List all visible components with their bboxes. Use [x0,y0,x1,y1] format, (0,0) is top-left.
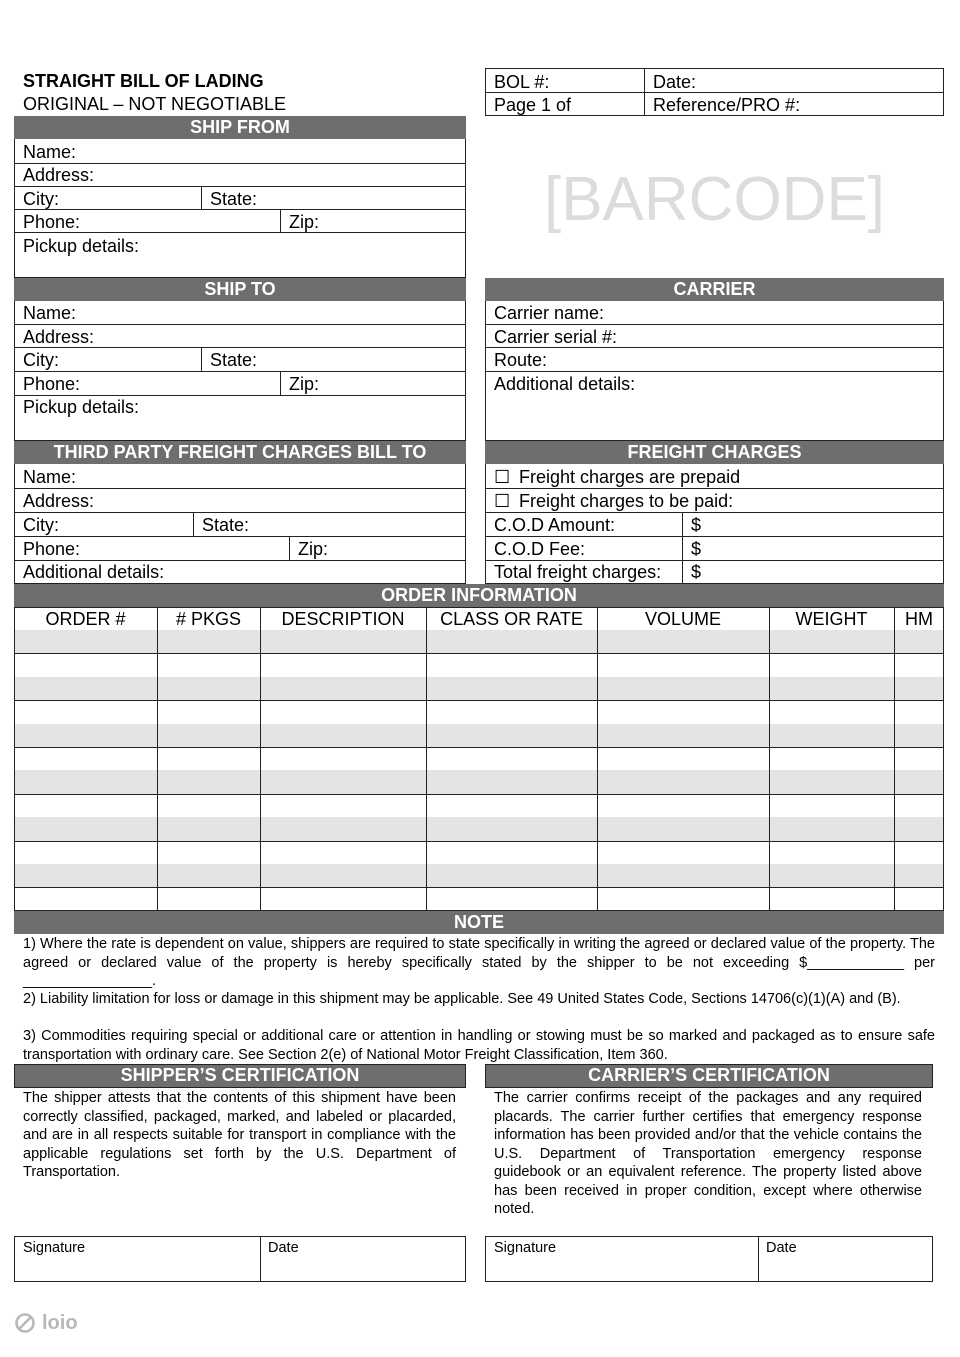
carrier-certification-text: The carrier confirms receipt of the packages and any required placards. The carrier further certifies that emergency response information has been provided and/or that the vehicle contains the U.S. Department of Transportation emergency response guidebook or an equivalent reference. The property listed above has been received in proper condition, except where otherwise noted. [494,1090,922,1217]
order-table-cell[interactable] [426,653,597,676]
col-header-class-or-rate: CLASS OR RATE [440,609,583,629]
order-table-cell[interactable] [157,841,260,864]
order-table-row [14,817,944,840]
order-table-row [14,630,944,653]
order-table-cell[interactable] [894,747,944,770]
order-table-cell[interactable] [426,630,597,653]
note-paragraph-3: 3) Commodities requiring special or additional care or attention in handling or stowing must be so marked and packaged as to ensure safe transportation with ordinary care. See Section 2(e) of National Motor Freight Classification, Item 360. [23,1028,935,1063]
order-table-cell[interactable] [597,794,769,817]
order-table-cell[interactable] [157,864,260,887]
order-table-row [14,653,944,676]
order-table-row [14,864,944,887]
ship-to-pickup-details-field[interactable]: Pickup details: [23,397,140,417]
col-header-description: DESCRIPTION [281,609,405,629]
ship-from-city-field[interactable]: City: [23,189,59,209]
order-table-cell[interactable] [769,630,894,653]
order-table-cell[interactable] [14,677,157,700]
order-table-cell[interactable] [597,817,769,840]
order-table-cell[interactable] [14,653,157,676]
cod-fee-label: C.O.D Fee: [494,539,586,559]
order-table-cell[interactable] [14,817,157,840]
order-table-cell[interactable] [894,724,944,747]
order-table-cell[interactable] [14,724,157,747]
barcode-placeholder: [BARCODE] [543,165,886,234]
document-title: STRAIGHT BILL OF LADING [23,71,264,91]
carrier-serial-field[interactable]: Carrier serial #: [494,327,618,347]
total-freight-field[interactable]: $ [691,562,702,582]
order-table-cell[interactable] [426,724,597,747]
order-table-cell[interactable] [426,677,597,700]
order-table-row [14,700,944,723]
order-table-cell[interactable] [14,841,157,864]
note-header: NOTE [14,911,944,934]
order-table-cell[interactable] [769,817,894,840]
order-table-cell[interactable] [260,794,426,817]
order-table-cell[interactable] [894,817,944,840]
third-party-name-field[interactable]: Name: [23,467,77,487]
third-party-city-field[interactable]: City: [23,515,59,535]
order-table-cell[interactable] [14,630,157,653]
order-table-cell[interactable] [260,887,426,910]
order-table-row [14,770,944,793]
order-table-cell[interactable] [260,653,426,676]
carrier-route-field[interactable]: Route: [494,350,548,370]
ship-to-header: SHIP TO [14,278,466,301]
col-header-volume: VOLUME [644,609,722,629]
order-table-cell[interactable] [597,841,769,864]
note-paragraph-2: 2) Liability limitation for loss or damage in this shipment may be applicable. See 49 United States Code, Sections 14706(c)(1)(A) and (B). [23,991,901,1007]
order-table-cell[interactable] [426,747,597,770]
carrier-name-field[interactable]: Carrier name: [494,303,605,323]
page-field[interactable]: Page 1 of [494,95,572,115]
order-table-row [14,677,944,700]
third-party-additional-details-field[interactable]: Additional details: [23,562,165,582]
ship-from-zip-field[interactable]: Zip: [289,212,320,232]
freight-charges-header: FREIGHT CHARGES [485,441,944,464]
order-table-cell[interactable] [157,724,260,747]
order-table-row [14,841,944,864]
order-table-cell[interactable] [157,887,260,910]
order-table-cell[interactable] [157,747,260,770]
ship-to-city-field[interactable]: City: [23,350,59,370]
order-table-cell[interactable] [426,794,597,817]
order-table-cell[interactable] [426,817,597,840]
order-table-cell[interactable] [769,700,894,723]
order-table-cell[interactable] [894,794,944,817]
order-table-cell[interactable] [597,747,769,770]
third-party-state-field[interactable]: State: [202,515,250,535]
order-table-cell[interactable] [14,794,157,817]
carrier-signature-field[interactable]: Signature [494,1240,557,1256]
order-table-cell[interactable] [769,653,894,676]
order-table-row [14,747,944,770]
order-table-cell[interactable] [426,887,597,910]
ship-from-phone-field[interactable]: Phone: [23,212,81,232]
order-table-cell[interactable] [157,817,260,840]
ship-from-state-field[interactable]: State: [210,189,258,209]
shipper-certification-text: The shipper attests that the contents of this shipment have been correctly classified, packaged, marked, and labeled or placarded, and are in all respects suitable for transport in compliance with the applicable regulations set forth by the U.S. Department of Transportation. [23,1090,456,1180]
order-table-cell[interactable] [769,747,894,770]
ship-to-zip-field[interactable]: Zip: [289,374,320,394]
order-table-cell[interactable] [260,841,426,864]
order-table-cell[interactable] [769,864,894,887]
order-table-cell[interactable] [157,630,260,653]
order-table-cell[interactable] [769,724,894,747]
order-table-cell[interactable] [769,841,894,864]
shipper-signature-field[interactable]: Signature [23,1240,86,1256]
order-table-cell[interactable] [14,887,157,910]
prepaid-label: Freight charges are prepaid [519,467,741,487]
order-table-cell[interactable] [894,887,944,910]
carrier-certification-header: CARRIER’S CERTIFICATION [485,1064,933,1088]
order-table-cell[interactable] [260,817,426,840]
order-table-cell[interactable] [157,653,260,676]
order-table-cell[interactable] [426,841,597,864]
shipper-date-field[interactable]: Date [268,1240,299,1256]
order-information-header: ORDER INFORMATION [14,584,944,607]
order-table-cell[interactable] [894,677,944,700]
order-table-cell[interactable] [260,677,426,700]
order-table-cell[interactable] [260,630,426,653]
order-table-cell[interactable] [597,700,769,723]
order-table-cell[interactable] [597,630,769,653]
col-header-pkgs: # PKGS [175,609,242,629]
date-field[interactable]: Date: [653,72,697,92]
cod-amount-field[interactable]: $ [691,515,702,535]
order-table-cell[interactable] [597,653,769,676]
order-table-cell[interactable] [157,700,260,723]
order-table-cell[interactable] [597,864,769,887]
order-table-row [14,724,944,747]
third-party-phone-field[interactable]: Phone: [23,539,81,559]
prepaid-checkbox[interactable]: ☐ [494,467,511,487]
order-table-row [14,887,944,910]
order-table-cell[interactable] [894,841,944,864]
col-header-weight: WEIGHT [795,609,868,629]
order-table-cell[interactable] [894,864,944,887]
order-table-cell[interactable] [260,864,426,887]
order-table-cell[interactable] [426,770,597,793]
order-table-cell[interactable] [894,770,944,793]
carrier-date-field[interactable]: Date [766,1240,797,1256]
order-table-cell[interactable] [260,700,426,723]
order-table-cell[interactable] [260,724,426,747]
carrier-header: CARRIER [485,278,944,301]
order-table-cell[interactable] [597,770,769,793]
order-table-cell[interactable] [426,864,597,887]
order-table-cell[interactable] [769,770,894,793]
cod-amount-label: C.O.D Amount: [494,515,616,535]
col-header-order-number: ORDER # [45,609,126,629]
order-table-cell[interactable] [894,630,944,653]
ship-from-name-field[interactable]: Name: [23,142,77,162]
third-party-header: THIRD PARTY FREIGHT CHARGES BILL TO [14,441,466,464]
ship-to-phone-field[interactable]: Phone: [23,374,81,394]
ship-to-name-field[interactable]: Name: [23,303,77,323]
order-table-cell[interactable] [769,887,894,910]
order-table-cell[interactable] [769,794,894,817]
order-table-cell[interactable] [157,770,260,793]
ship-to-state-field[interactable]: State: [210,350,258,370]
cod-fee-field[interactable]: $ [691,539,702,559]
third-party-address-field[interactable]: Address: [23,491,95,511]
order-table-cell[interactable] [260,747,426,770]
order-table-cell[interactable] [157,677,260,700]
order-table-row [14,794,944,817]
order-table [14,607,944,911]
order-table-cell[interactable] [157,794,260,817]
order-table-cell[interactable] [426,700,597,723]
order-table-cell[interactable] [597,887,769,910]
document-subtitle: ORIGINAL – NOT NEGOTIABLE [23,94,287,114]
bol-number-field[interactable]: BOL #: [494,72,550,92]
carrier-additional-details-field[interactable]: Additional details: [494,374,636,394]
loio-logo-icon [14,1312,36,1334]
reference-pro-field[interactable]: Reference/PRO #: [653,95,801,115]
total-freight-label: Total freight charges: [494,562,662,582]
order-table-cell[interactable] [14,747,157,770]
order-table-cell[interactable] [769,677,894,700]
order-table-cell[interactable] [14,700,157,723]
col-header-hm: HM [905,609,933,629]
to-be-paid-label: Freight charges to be paid: [519,491,734,511]
to-be-paid-checkbox[interactable]: ☐ [494,491,511,511]
third-party-zip-field[interactable]: Zip: [298,539,329,559]
ship-to-address-field[interactable]: Address: [23,327,95,347]
loio-logo-text: loio [42,1312,78,1334]
order-table-cell[interactable] [597,677,769,700]
ship-from-address-field[interactable]: Address: [23,165,95,185]
order-table-cell[interactable] [894,700,944,723]
order-table-cell[interactable] [894,653,944,676]
order-table-cell[interactable] [14,770,157,793]
shipper-certification-header: SHIPPER’S CERTIFICATION [14,1064,466,1088]
note-paragraph-1: 1) Where the rate is dependent on value, shippers are required to state specifically in writing the agreed or declared value of the property. The agreed or declared value of the property is hereby specifically stated by the shipper to be not exceeding $____________ per ________________. [23,936,935,989]
order-table-cell[interactable] [14,864,157,887]
ship-from-pickup-details-field[interactable]: Pickup details: [23,236,140,256]
order-table-cell[interactable] [597,724,769,747]
order-table-cell[interactable] [260,770,426,793]
ship-from-header: SHIP FROM [14,116,466,139]
